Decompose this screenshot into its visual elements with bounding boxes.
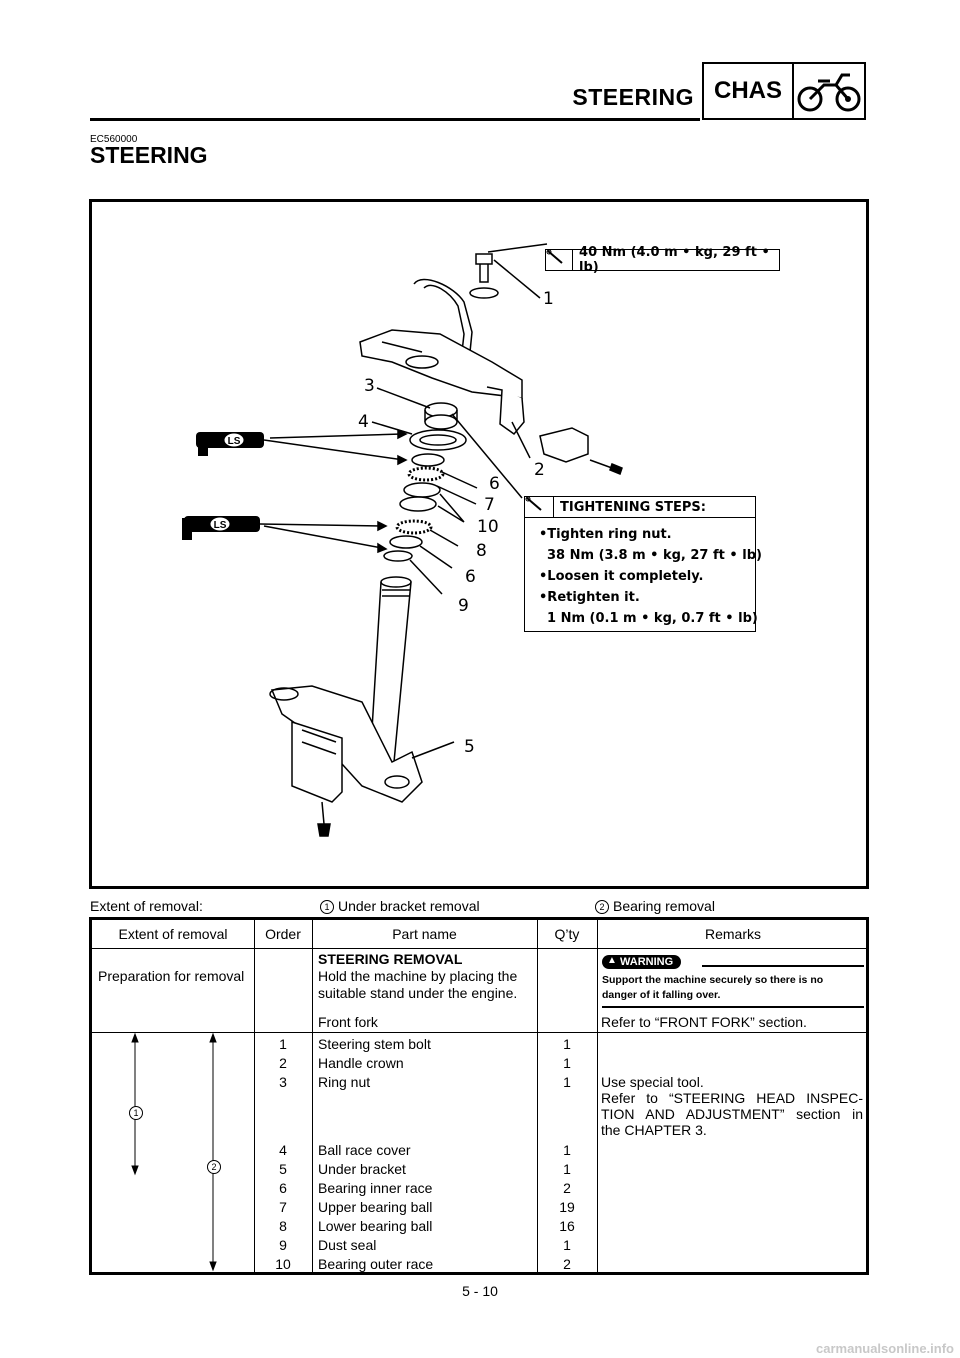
row-qty: 1 [563, 1161, 571, 1177]
extent-item-2-text: Bearing removal [613, 898, 715, 914]
torque-wrench-icon [546, 250, 573, 270]
row-qty: 2 [563, 1180, 571, 1196]
row-qty: 1 [563, 1036, 571, 1052]
row-part: Lower bearing ball [318, 1218, 433, 1234]
lower-inner-race [390, 536, 422, 548]
step-line: •Loosen it completely. [539, 569, 704, 584]
dust-seal [384, 551, 412, 561]
row-part: Ring nut [318, 1074, 371, 1090]
chapter-badge-text: CHAS [704, 64, 794, 118]
row-part: Handle crown [318, 1055, 404, 1071]
row-order: 2 [279, 1055, 287, 1071]
row-order: 9 [279, 1237, 287, 1253]
remark-line: TION AND ADJUSTMENT” section in [601, 1106, 863, 1122]
callout-3: 3 [364, 376, 375, 396]
row-order: 7 [279, 1199, 287, 1215]
callout-7: 7 [484, 495, 495, 515]
circled-number-2: 2 [595, 900, 609, 914]
callout-6-upper: 6 [489, 474, 500, 494]
svg-text:LS: LS [213, 520, 227, 531]
warning-rule-bottom [602, 1006, 864, 1008]
remark-line: the CHAPTER 3. [601, 1122, 707, 1138]
row-part: Upper bearing ball [318, 1199, 433, 1215]
header-remarks: Remarks [704, 926, 761, 942]
prep-front-fork: Front fork [318, 1014, 378, 1030]
row-part: Bearing outer race [318, 1256, 434, 1272]
step-line: 38 Nm (3.8 m • kg, 27 ft • lb) [547, 548, 762, 563]
row-qty: 2 [563, 1256, 571, 1272]
row-order: 6 [279, 1180, 287, 1196]
row-qty: 16 [559, 1218, 575, 1234]
section-code: EC560000 [90, 134, 138, 145]
callout-1: 1 [543, 289, 554, 309]
prep-title: STEERING REMOVAL [318, 951, 463, 967]
row-part: Dust seal [318, 1237, 377, 1253]
extent-label: Extent of removal: [90, 898, 203, 914]
col-divider [597, 920, 598, 1272]
footer-watermark: carmanualsonline.info [816, 1341, 954, 1356]
row-part: Ball race cover [318, 1142, 411, 1158]
remark-line: Refer to “STEERING HEAD INSPEC- [601, 1090, 863, 1106]
extent-item-1-text: Under bracket removal [338, 898, 480, 914]
svg-text:LS: LS [227, 436, 241, 447]
warning-line2: danger of it falling over. [602, 989, 721, 1001]
callout-8: 8 [476, 541, 487, 561]
row-part: Bearing inner race [318, 1180, 433, 1196]
step-line: •Retighten it. [539, 590, 640, 605]
header-qty: Q’ty [554, 926, 580, 942]
header-title: STEERING [572, 84, 694, 110]
warning-badge [602, 955, 681, 969]
motorcycle-icon [794, 64, 864, 118]
removal-table [89, 917, 869, 1275]
torque-spec-text: 40 Nm (4.0 m • kg, 29 ft • lb) [579, 245, 770, 275]
row-qty: 19 [559, 1199, 575, 1215]
page-number: 5 - 10 [462, 1283, 498, 1299]
section-title: STEERING [90, 142, 208, 168]
callout-2: 2 [534, 460, 545, 480]
row-part: Under bracket [318, 1161, 406, 1177]
header-order: Order [265, 926, 301, 942]
row-part: Steering stem bolt [318, 1036, 431, 1052]
header-extent: Extent of removal [118, 926, 228, 942]
col-divider [312, 920, 313, 1272]
header-part-name: Part name [392, 926, 457, 942]
bracket-2-label: 2 [207, 1160, 221, 1174]
row-divider [92, 948, 866, 949]
upper-inner-race [412, 454, 444, 466]
upper-bearing-balls [409, 468, 443, 480]
callout-5: 5 [464, 737, 475, 757]
lower-bearing-balls [397, 521, 431, 533]
row-order: 10 [275, 1256, 291, 1272]
lower-outer-race [400, 497, 436, 511]
chapter-badge [702, 62, 866, 120]
row-order: 1 [279, 1036, 287, 1052]
row-qty: 1 [563, 1237, 571, 1253]
step-line: 1 Nm (0.1 m • kg, 0.7 ft • lb) [547, 611, 758, 626]
row-qty: 1 [563, 1055, 571, 1071]
remark-line: Use special tool. [601, 1074, 704, 1090]
bracket-1-label: 1 [129, 1106, 143, 1120]
callout-9: 9 [458, 596, 469, 616]
extent-item-1 [320, 898, 480, 914]
handle-crown [360, 279, 622, 474]
prep-hold-line1: Hold the machine by placing the [318, 968, 518, 984]
torque-wrench-icon [525, 497, 554, 517]
row-qty: 1 [563, 1142, 571, 1158]
row-order: 3 [279, 1074, 287, 1090]
tightening-steps-title: TIGHTENING STEPS: [560, 499, 706, 515]
warning-triangle-icon: ▲ [607, 955, 617, 966]
warning-rule-top [702, 965, 864, 967]
row-order: 8 [279, 1218, 287, 1234]
prep-extent: Preparation for removal [98, 968, 245, 984]
tightening-steps-box [524, 496, 762, 632]
grease-gun-icon [196, 432, 264, 456]
header-rule [90, 118, 700, 121]
extent-brackets [92, 1032, 254, 1278]
ball-race-cover [410, 430, 466, 450]
upper-outer-race [404, 483, 440, 497]
callout-4: 4 [358, 412, 369, 432]
grease-gun-icon [182, 516, 260, 540]
warning-label: WARNING [620, 956, 674, 968]
circled-number-1: 1 [320, 900, 334, 914]
callout-6-lower: 6 [465, 567, 476, 587]
warning-line1: Support the machine securely so there is no [602, 974, 824, 986]
row-order: 4 [279, 1142, 287, 1158]
step-line: •Tighten ring nut. [539, 527, 672, 542]
torque-spec-box [545, 245, 780, 275]
row-qty: 1 [563, 1074, 571, 1090]
prep-hold-line2: suitable stand under the engine. [318, 985, 518, 1001]
prep-front-fork-remark: Refer to “FRONT FORK” section. [601, 1014, 807, 1030]
row-order: 5 [279, 1161, 287, 1177]
ring-nut [425, 403, 457, 429]
callout-10: 10 [477, 517, 499, 537]
exploded-diagram [89, 199, 869, 889]
extent-item-2 [595, 898, 715, 914]
